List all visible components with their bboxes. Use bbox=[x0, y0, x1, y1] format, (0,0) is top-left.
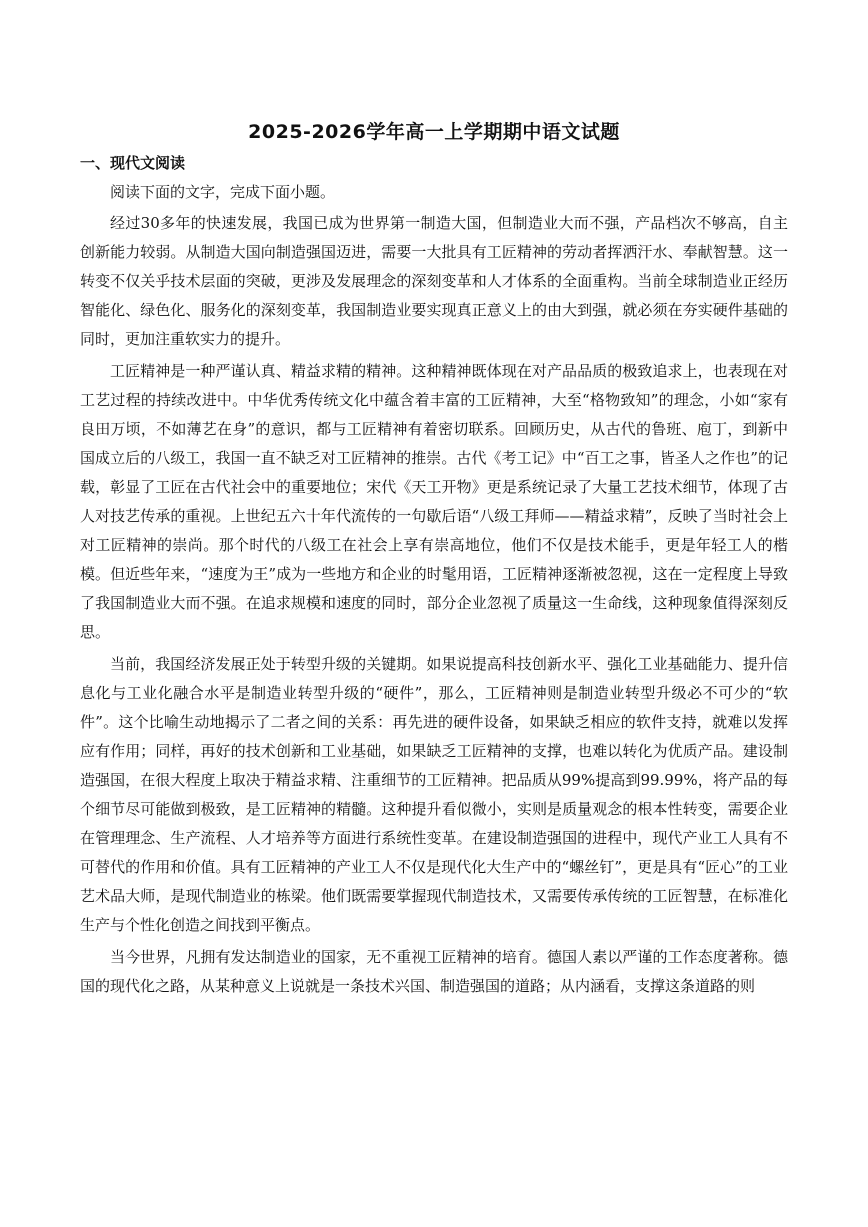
article-body bbox=[80, 178, 788, 1001]
paragraph: 当今世界，凡拥有发达制造业的国家，无不重视工匠精神的培育。德国人素以严谨的工作态度著称。德国的现代化之路，从某种意义上说就是一条技术兴国、制造强国的道路；从内涵看，支撑这条道路的则 bbox=[80, 948, 788, 995]
section-heading: 一、现代文阅读 bbox=[80, 154, 186, 172]
paragraph: 工匠精神是一种严谨认真、精益求精的精神。这种精神既体现在对产品品质的极致追求上，也表现在对工艺过程的持续改进中。中华优秀传统文化中蕴含着丰富的工匠精神，大至“格物致知”的理念，小如“家有良田万顷，不如薄艺在身”的意识，都与工匠精神有着密切联系。回顾历史，从古代的鲁班、庖丁，到新中国成立后的八级工，我国一直不缺乏对工匠精神的推崇。古代《考工记》中“百工之事，皆圣人之作也”的记载，彰显了工匠在古代社会中的重要地位；宋代《天工开物》更是系统记录了大量工艺技术细节，体现了古人对技艺传承的重视。上世纪五六十年代流传的一句歇后语“八级工拜师——精益求精”，反映了当时社会上对工匠精神的崇尚。那个时代的八级工在社会上享有崇高地位，他们不仅是技术能手，更是年轻工人的楷模。但近些年来，“速度为王”成为一些地方和企业的时髦用语，工匠精神逐渐被忽视，这在一定程度上导致了我国制造业大而不强。在追求规模和速度的同时，部分企业忽视了质量这一生命线，这种现象值得深刻反思。 bbox=[80, 362, 788, 641]
paragraph: 当前，我国经济发展正处于转型升级的关键期。如果说提高科技创新水平、强化工业基础能力、提升信息化与工业化融合水平是制造业转型升级的“硬件”，那么，工匠精神则是制造业转型升级必不可少的“软件”。这个比喻生动地揭示了二者之间的关系：再先进的硬件设备，如果缺乏相应的软件支持，就难以发挥应有作用；同样，再好的技术创新和工业基础，如果缺乏工匠精神的支撑，也难以转化为优质产品。建设制造强国，在很大程度上取决于精益求精、注重细节的工匠精神。把品质从99%提高到99.99%，将产品的每个细节尽可能做到极致，是工匠精神的精髓。这种提升看似微小，实则是质量观念的根本性转变，需要企业在管理理念、生产流程、人才培养等方面进行系统性变革。在建设制造强国的进程中，现代产业工人具有不可替代的作用和价值。具有工匠精神的产业工人不仅是现代化大生产中的“螺丝钉”，更是具有“匠心”的工业艺术品大师，是现代制造业的栋梁。他们既需要掌握现代制造技术，又需要传承传统的工匠智慧，在标准化生产与个性化创造之间找到平衡点。 bbox=[80, 655, 788, 934]
paragraph: 经过30多年的快速发展，我国已成为世界第一制造大国，但制造业大而不强，产品档次不够高，自主创新能力较弱。从制造大国向制造强国迈进，需要一大批具有工匠精神的劳动者挥洒汗水、奉献智慧。这一转变不仅关乎技术层面的突破，更涉及发展理念的深刻变革和人才体系的全面重构。当前全球制造业正经历智能化、绿色化、服务化的深刻变革，我国制造业要实现真正意义上的由大到强，就必须在夯实硬件基础的同时，更加注重软实力的提升。 bbox=[80, 214, 788, 348]
instruction-text: 阅读下面的文字，完成下面小题。 bbox=[110, 183, 336, 201]
page-title: 2025-2026学年高一上学期期中语文试题 bbox=[248, 121, 620, 143]
